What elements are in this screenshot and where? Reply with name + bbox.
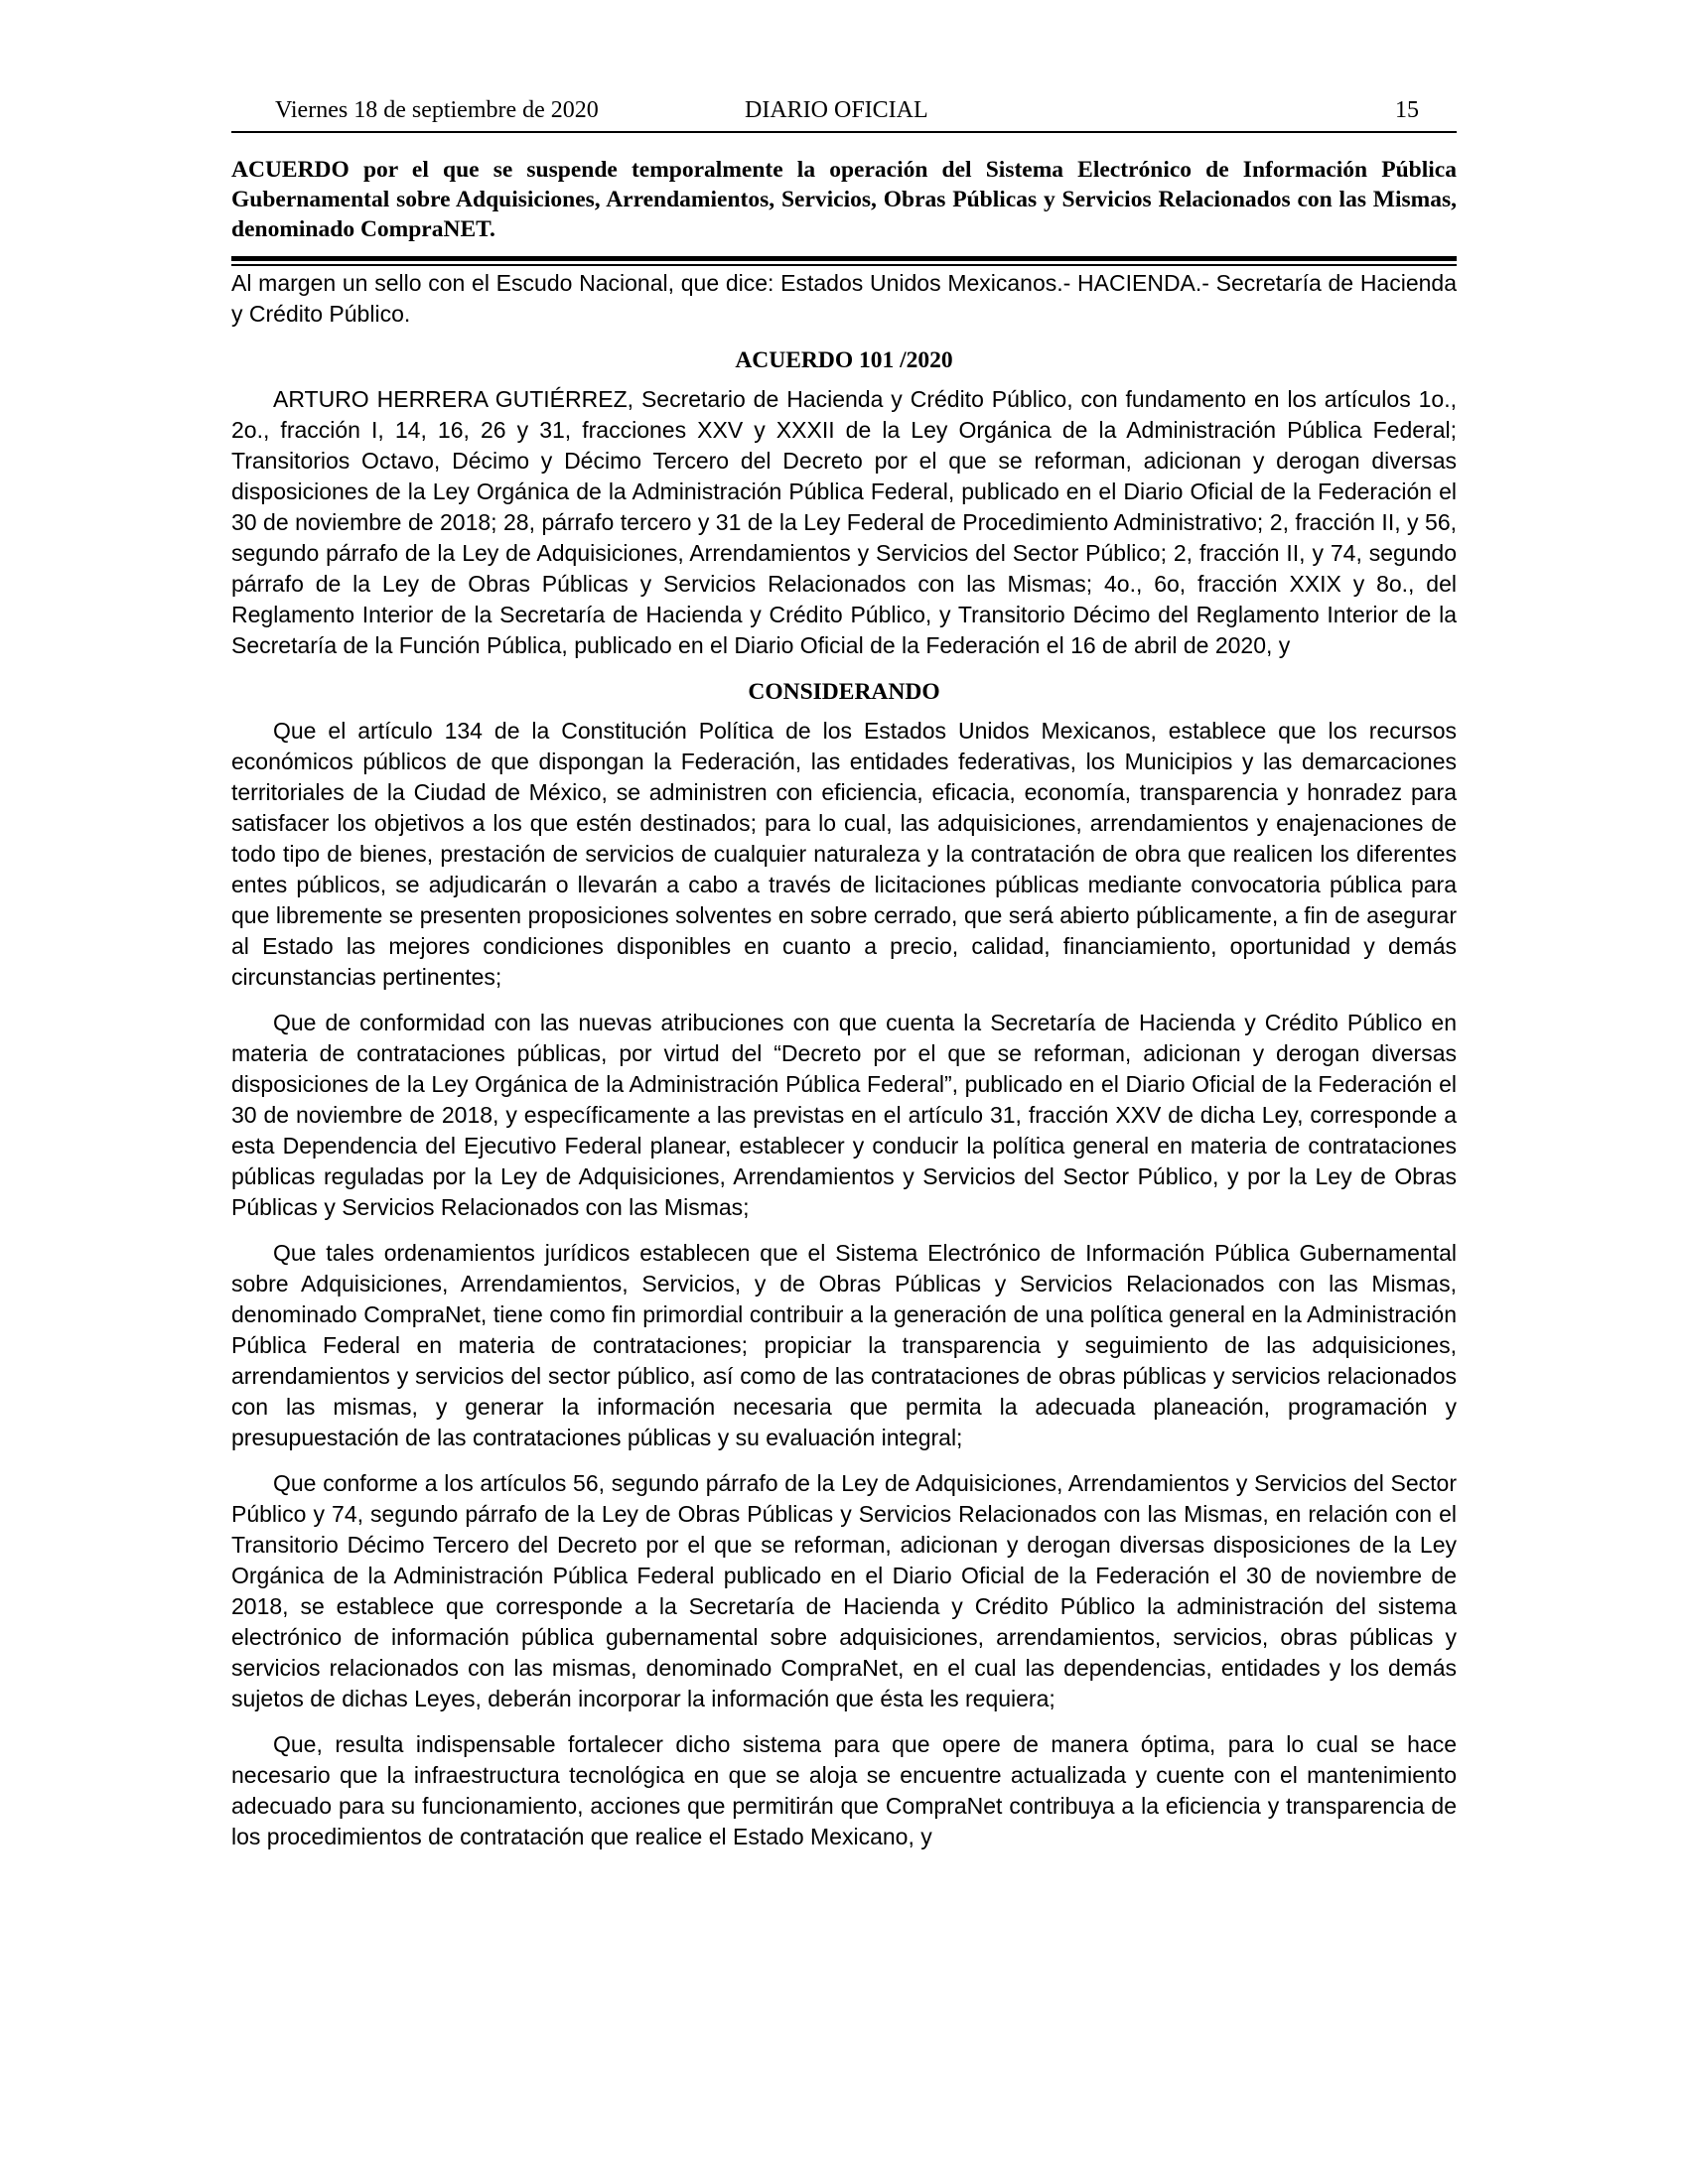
agreement-number-heading: ACUERDO 101 /2020 (735, 347, 953, 373)
considerando-paragraph-3: Que tales ordenamientos jurídicos establecen que el Sistema Electrónico de Información Pública Gubernamental sobre Adquisiciones, Arrendamientos, Servicios, y de Obras Públicas y Servicios Relacionados con las Mismas, denominado CompraNet, tiene como fin primordial contribuir a la generación de una política general en la Administración Pública Federal en materia de contrataciones; propiciar la transparencia y seguimiento de las adquisiciones, arrendamientos y servicios del sector público, así como de las contrataciones de obras públicas y servicios relacionados con las mismas, y generar la información necesaria que permita la adecuada planeación, programación y presupuestación de las contrataciones públicas y su evaluación integral; (231, 1240, 1457, 1450)
seal-note: Al margen un sello con el Escudo Nacional, que dice: Estados Unidos Mexicanos.- HACIENDA.- Secretaría de Hacienda y Crédito Público. (231, 270, 1457, 327)
document-body (231, 268, 1457, 1852)
considerando-paragraph-1: Que el artículo 134 de la Constitución Política de los Estados Unidos Mexicanos, establece que los recursos económicos públicos de que dispongan la Federación, las entidades federativas, los Municipios y las demarcaciones territoriales de la Ciudad de México, se administren con eficiencia, eficacia, economía, transparencia y honradez para satisfacer los objetivos a los que estén destinados; para lo cual, las adquisiciones, arrendamientos y enajenaciones de todo tipo de bienes, prestación de servicios de cualquier naturaleza y la contratación de obra que realicen los diferentes entes públicos, se adjudicarán o llevarán a cabo a través de licitaciones públicas mediante convocatoria pública para que libremente se presenten proposiciones solventes en sobre cerrado, que será abierto públicamente, a fin de asegurar al Estado las mejores condiciones disponibles en cuanto a precio, calidad, financiamiento, oportunidad y demás circunstancias pertinentes; (231, 718, 1457, 990)
running-header (231, 91, 1457, 133)
considerando-paragraph-5: Que, resulta indispensable fortalecer dicho sistema para que opere de manera óptima, para lo cual se hace necesario que la infraestructura tecnológica en que se aloja se encuentre actualizada y cuente con el mantenimiento adecuado para su funcionamiento, acciones que permitirán que CompraNet contribuya a la eficiencia y transparencia de los procedimientos de contratación que realice el Estado Mexicano, y (231, 1731, 1457, 1849)
header-journal-name: DIARIO OFICIAL (745, 97, 928, 123)
header-date: Viernes 18 de septiembre de 2020 (275, 97, 599, 123)
document-page (231, 91, 1457, 1867)
considerando-heading: CONSIDERANDO (748, 679, 940, 705)
header-page-number: 15 (1395, 97, 1419, 123)
title-double-rule (231, 256, 1457, 264)
preamble-paragraph: ARTURO HERRERA GUTIÉRREZ, Secretario de Hacienda y Crédito Público, con fundamento en los artículos 1o., 2o., fracción I, 14, 16, 26 y 31, fracciones XXV y XXXII de la Ley Orgánica de la Administración Pública Federal; Transitorios Octavo, Décimo y Décimo Tercero del Decreto por el que se reforman, adicionan y derogan diversas disposiciones de la Ley Orgánica de la Administración Pública Federal, publicado en el Diario Oficial de la Federación el 30 de noviembre de 2018; 28, párrafo tercero y 31 de la Ley Federal de Procedimiento Administrativo; 2, fracción II, y 56, segundo párrafo de la Ley de Adquisiciones, Arrendamientos y Servicios del Sector Público; 2, fracción II, y 74, segundo párrafo de la Ley de Obras Públicas y Servicios Relacionados con las Mismas; 4o., 6o, fracción XXIX y 8o., del Reglamento Interior de la Secretaría de Hacienda y Crédito Público, y Transitorio Décimo del Reglamento Interior de la Secretaría de la Función Pública, publicado en el Diario Oficial de la Federación el 16 de abril de 2020, y (231, 386, 1457, 658)
considerando-paragraph-4: Que conforme a los artículos 56, segundo párrafo de la Ley de Adquisiciones, Arrendamientos y Servicios del Sector Público y 74, segundo párrafo de la Ley de Obras Públicas y Servicios Relacionados con las Mismas, en relación con el Transitorio Décimo Tercero del Decreto por el que se reforman, adicionan y derogan diversas disposiciones de la Ley Orgánica de la Administración Pública Federal publicado en el Diario Oficial de la Federación el 30 de noviembre de 2018, se establece que corresponde a la Secretaría de Hacienda y Crédito Público la administración del sistema electrónico de información pública gubernamental sobre adquisiciones, arrendamientos, servicios, obras públicas y servicios relacionados con las mismas, denominado CompraNet, en el cual las dependencias, entidades y los demás sujetos de dichas Leyes, deberán incorporar la información que ésta les requiera; (231, 1470, 1457, 1711)
decree-title: ACUERDO por el que se suspende temporalmente la operación del Sistema Electrónico de Información Pública Gubernamental sobre Adquisiciones, Arrendamientos, Servicios, Obras Públicas y Servicios Relacionados con las Mismas, denominado CompraNET. (231, 157, 1457, 242)
considerando-paragraph-2: Que de conformidad con las nuevas atribuciones con que cuenta la Secretaría de Hacienda y Crédito Público en materia de contrataciones públicas, por virtud del “Decreto por el que se reforman, adicionan y derogan diversas disposiciones de la Ley Orgánica de la Administración Pública Federal”, publicado en el Diario Oficial de la Federación el 30 de noviembre de 2018, y específicamente a las previstas en el artículo 31, fracción XXV de dicha Ley, corresponde a esta Dependencia del Ejecutivo Federal planear, establecer y conducir la política general en materia de contrataciones públicas reguladas por la Ley de Adquisiciones, Arrendamientos y Servicios del Sector Público, y por la Ley de Obras Públicas y Servicios Relacionados con las Mismas; (231, 1010, 1457, 1220)
